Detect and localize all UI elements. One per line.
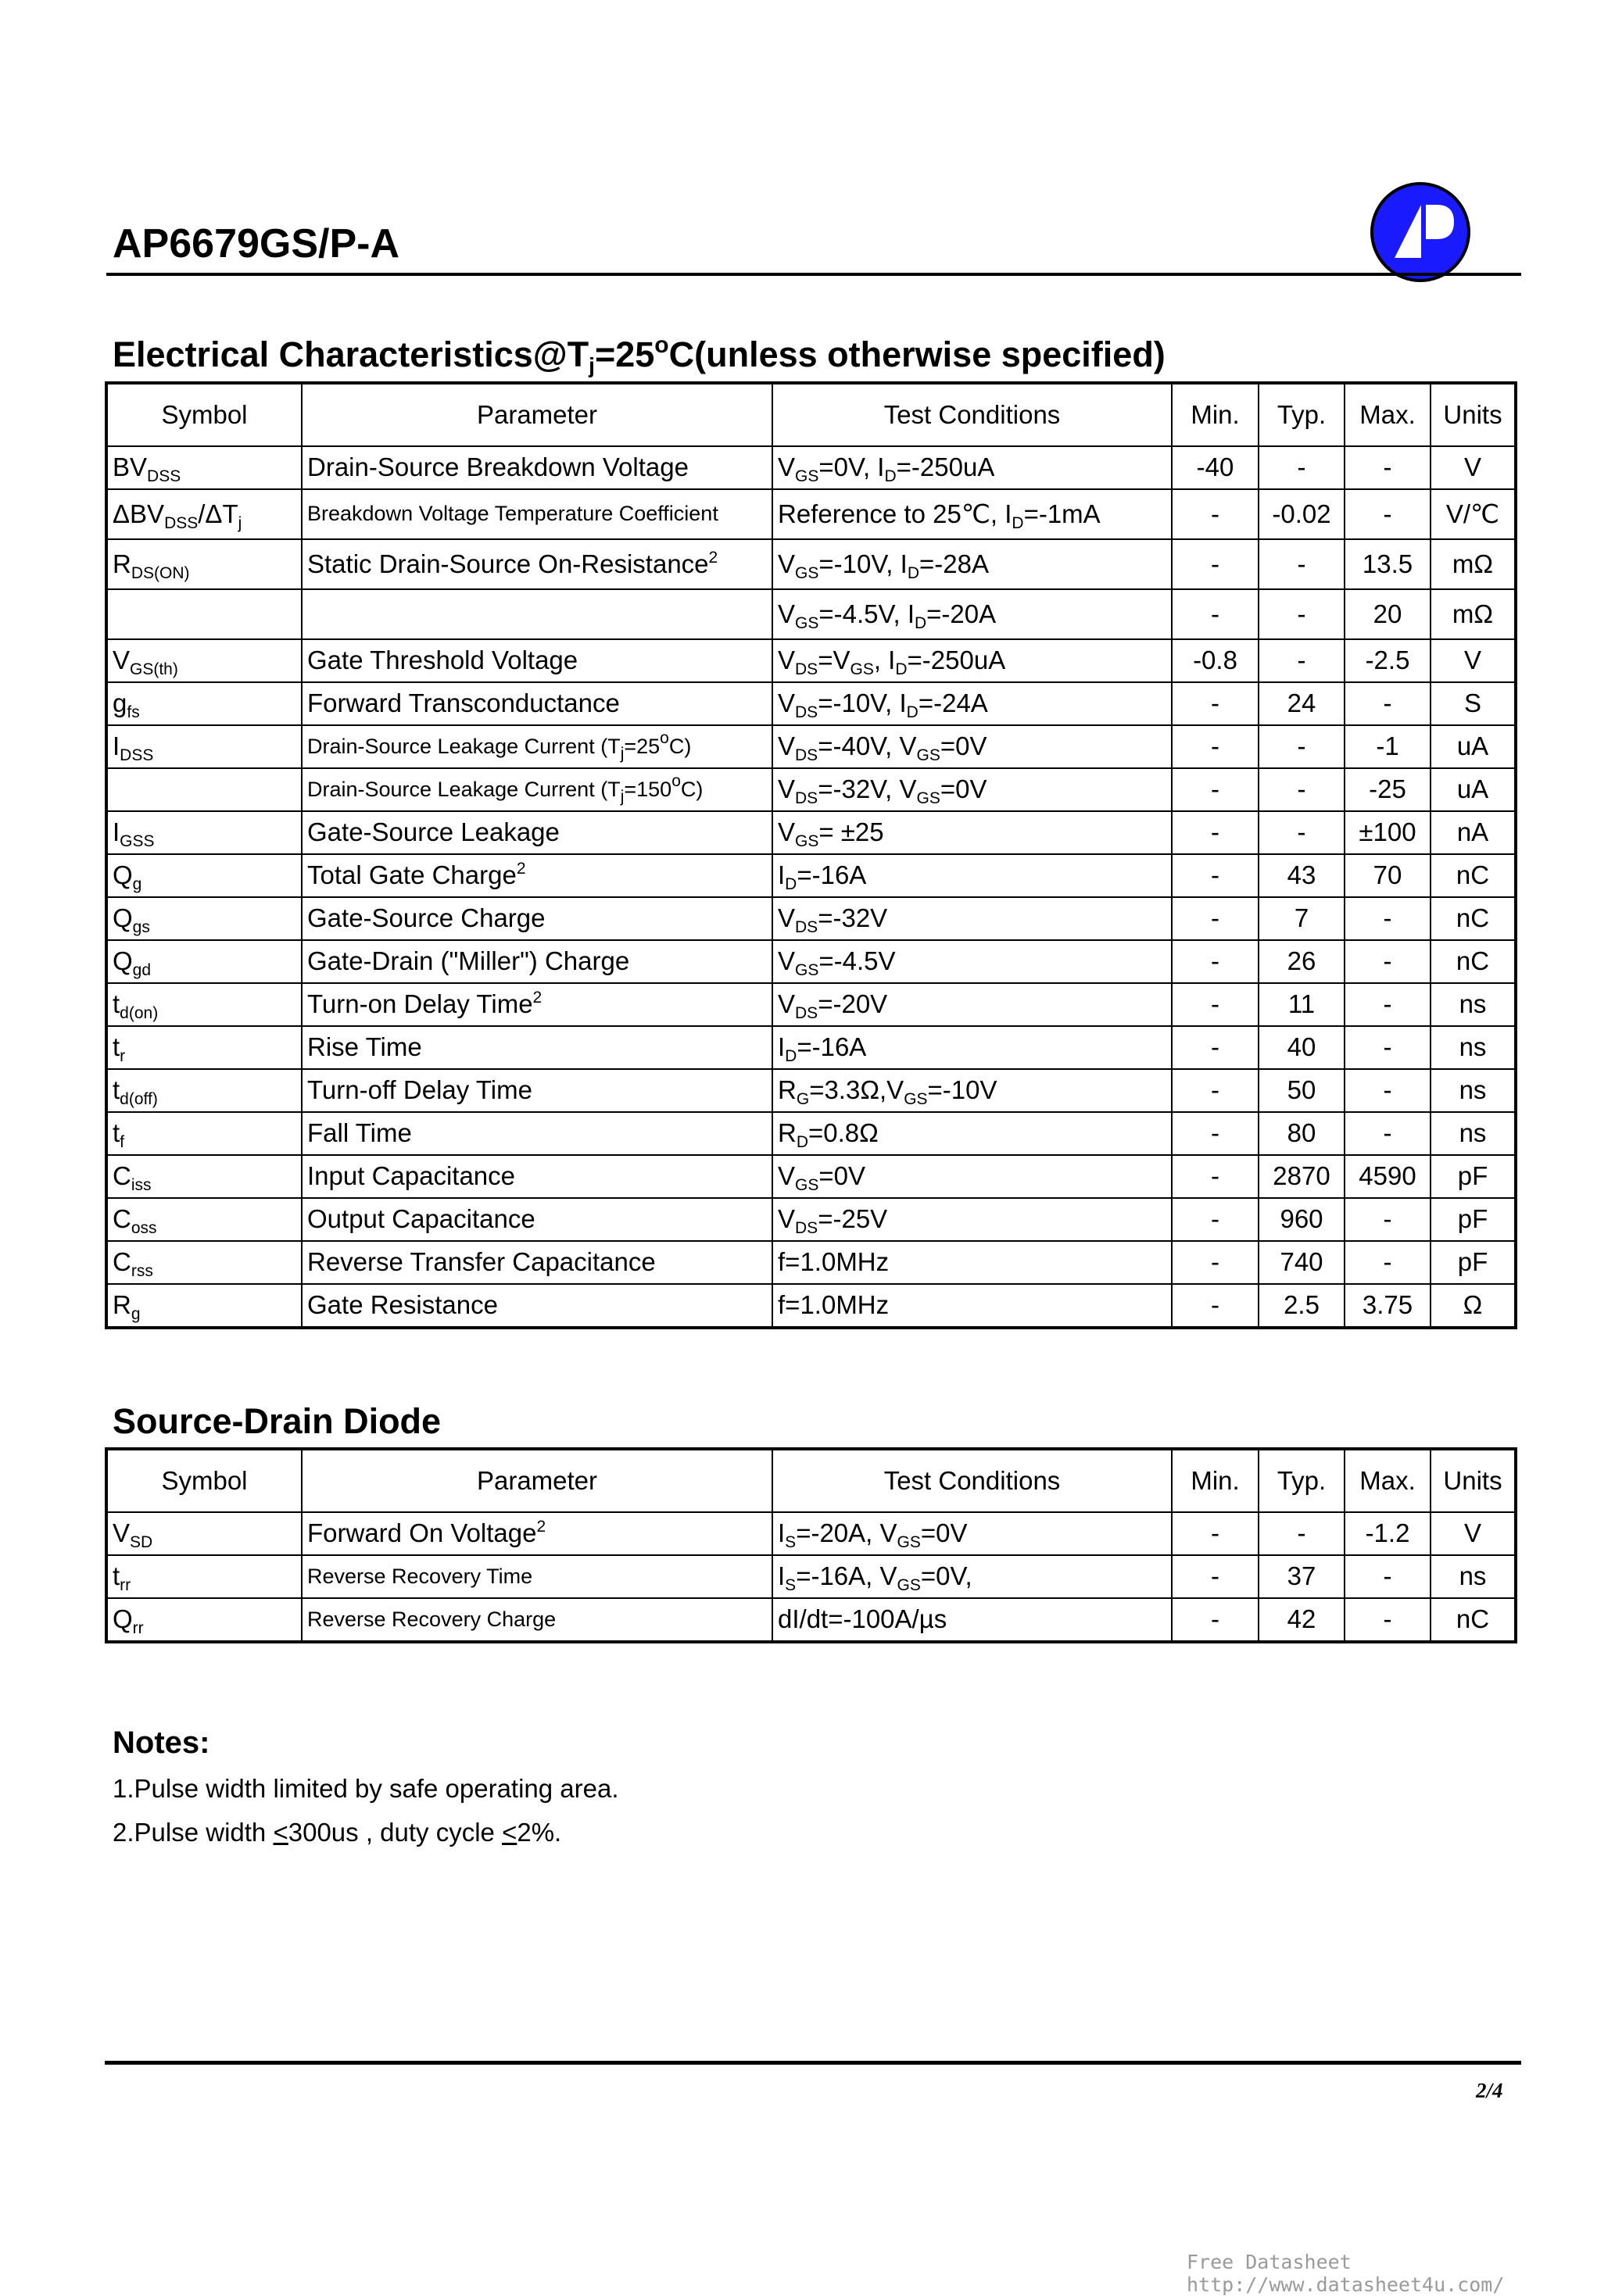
typ-cell: 80 (1259, 1112, 1345, 1155)
typ-cell: 7 (1259, 897, 1345, 940)
max-cell: - (1345, 1598, 1431, 1642)
parameter-cell: Forward On Voltage$^2$ (302, 1512, 772, 1555)
symbol-cell: $Q_{gd}$ (106, 940, 302, 983)
parameter-cell (302, 589, 772, 639)
test-condition-cell: $V_{GS}=-10V$, $I_D=-28A$ (772, 539, 1172, 589)
column-header: Typ. (1259, 1449, 1345, 1512)
min-cell: - (1172, 1555, 1259, 1598)
parameter-cell: Total Gate Charge$^2$ (302, 854, 772, 897)
min-cell: - (1172, 1198, 1259, 1241)
source-drain-diode-table (105, 1447, 1517, 1643)
symbol-cell: $C_{oss}$ (106, 1198, 302, 1241)
units-cell: V/℃ (1431, 489, 1516, 539)
table-row (106, 1155, 1516, 1198)
parameter-cell: Output Capacitance (302, 1198, 772, 1241)
test-condition-cell: $V_{DS}=-40V$, $V_{GS}=0V$ (772, 725, 1172, 768)
test-condition-cell: $I_S=-20A$, $V_{GS}=0V$ (772, 1512, 1172, 1555)
table-row (106, 1598, 1516, 1642)
column-header: Min. (1172, 1449, 1259, 1512)
typ-cell: - (1259, 446, 1345, 489)
column-header: Test Conditions (772, 383, 1172, 446)
symbol-cell: $C_{rss}$ (106, 1241, 302, 1284)
test-condition-cell: $I_D=-16A$ (772, 854, 1172, 897)
test-condition-cell: $V_{DS}=-20V$ (772, 983, 1172, 1026)
table-row (106, 1241, 1516, 1284)
symbol-cell: $C_{iss}$ (106, 1155, 302, 1198)
column-header: Symbol (106, 1449, 302, 1512)
test-condition-cell: $I_D=-16A$ (772, 1026, 1172, 1069)
symbol-cell: $R_{DS(ON)}$ (106, 539, 302, 589)
min-cell: - (1172, 489, 1259, 539)
table-row (106, 1512, 1516, 1555)
parameter-cell: Fall Time (302, 1112, 772, 1155)
units-cell: S (1431, 682, 1516, 725)
min-cell: - (1172, 1155, 1259, 1198)
column-header: Typ. (1259, 383, 1345, 446)
test-condition-cell: $V_{GS}=0V$, $I_D=-250uA$ (772, 446, 1172, 489)
symbol-cell: $t_{rr}$ (106, 1555, 302, 1598)
min-cell: - (1172, 1241, 1259, 1284)
max-cell: - (1345, 1069, 1431, 1112)
typ-cell: - (1259, 1512, 1345, 1555)
source-drain-diode-title: Source-Drain Diode (113, 1401, 442, 1441)
column-header: Symbol (106, 383, 302, 446)
symbol-cell: $V_{GS(th)}$ (106, 639, 302, 682)
parameter-cell: Turn-on Delay Time$^2$ (302, 983, 772, 1026)
typ-cell: 43 (1259, 854, 1345, 897)
test-condition-cell: $V_{DS}=-25V$ (772, 1198, 1172, 1241)
symbol-cell: $V_{SD}$ (106, 1512, 302, 1555)
column-header: Min. (1172, 383, 1259, 446)
table-header-row (106, 383, 1516, 446)
symbol-cell: $g_{fs}$ (106, 682, 302, 725)
parameter-cell: Reverse Recovery Charge (302, 1598, 772, 1642)
table-row (106, 811, 1516, 854)
table-row (106, 1555, 1516, 1598)
units-cell: uA (1431, 768, 1516, 811)
column-header: Parameter (302, 1449, 772, 1512)
column-header: Max. (1345, 1449, 1431, 1512)
table-row (106, 446, 1516, 489)
table-row (106, 539, 1516, 589)
units-cell: nC (1431, 897, 1516, 940)
min-cell: - (1172, 854, 1259, 897)
parameter-cell: Reverse Transfer Capacitance (302, 1241, 772, 1284)
max-cell: 20 (1345, 589, 1431, 639)
part-number-title: AP6679GS/P-A (113, 221, 400, 266)
test-condition-cell: f=1.0MHz (772, 1241, 1172, 1284)
typ-cell: - (1259, 639, 1345, 682)
electrical-characteristics-table (105, 381, 1517, 1329)
column-header: Max. (1345, 383, 1431, 446)
test-condition-cell: f=1.0MHz (772, 1284, 1172, 1328)
min-cell: - (1172, 811, 1259, 854)
units-cell: V (1431, 1512, 1516, 1555)
units-cell: ns (1431, 1555, 1516, 1598)
max-cell: 4590 (1345, 1155, 1431, 1198)
symbol-cell: $Q_g$ (106, 854, 302, 897)
test-condition-cell: $V_{GS}=-4.5V$ (772, 940, 1172, 983)
test-condition-cell: $I_S=-16A$, $V_{GS}=0V$, (772, 1555, 1172, 1598)
footer-rule (105, 2061, 1521, 2065)
table-row (106, 940, 1516, 983)
parameter-cell: Forward Transconductance (302, 682, 772, 725)
table-row (106, 1069, 1516, 1112)
table-row (106, 897, 1516, 940)
note-2: 2.Pulse width <300us , duty cycle <2%. (113, 1818, 562, 1847)
table-row (106, 1284, 1516, 1328)
test-condition-cell: $V_{DS}=-10V$, $I_D=-24A$ (772, 682, 1172, 725)
typ-cell: 2.5 (1259, 1284, 1345, 1328)
table-row (106, 1026, 1516, 1069)
max-cell: -2.5 (1345, 639, 1431, 682)
units-cell: nC (1431, 854, 1516, 897)
symbol-cell: $Q_{rr}$ (106, 1598, 302, 1642)
max-cell: 70 (1345, 854, 1431, 897)
typ-cell: - (1259, 811, 1345, 854)
units-cell: V (1431, 446, 1516, 489)
table-header-row (106, 1449, 1516, 1512)
max-cell: -1.2 (1345, 1512, 1431, 1555)
max-cell: - (1345, 983, 1431, 1026)
symbol-cell: $R_g$ (106, 1284, 302, 1328)
min-cell: - (1172, 682, 1259, 725)
table-row (106, 489, 1516, 539)
column-header: Test Conditions (772, 1449, 1172, 1512)
min-cell: - (1172, 1112, 1259, 1155)
units-cell: pF (1431, 1155, 1516, 1198)
typ-cell: 960 (1259, 1198, 1345, 1241)
symbol-cell (106, 768, 302, 811)
parameter-cell: Gate-Drain ("Miller") Charge (302, 940, 772, 983)
electrical-characteristics-title: Electrical $Characteristics@T_j=25^oC(unless$ otherwise specified) (113, 332, 1166, 377)
max-cell: - (1345, 1241, 1431, 1284)
min-cell: - (1172, 1512, 1259, 1555)
parameter-cell: Drain-Source Breakdown Voltage (302, 446, 772, 489)
max-cell: - (1345, 1198, 1431, 1241)
parameter-cell: Reverse Recovery Time (302, 1555, 772, 1598)
typ-cell: 37 (1259, 1555, 1345, 1598)
units-cell: nC (1431, 940, 1516, 983)
test-condition-cell: $V_{GS}=-4.5V$, $I_D=-20A$ (772, 589, 1172, 639)
units-cell: mΩ (1431, 539, 1516, 589)
min-cell: -0.8 (1172, 639, 1259, 682)
max-cell: -25 (1345, 768, 1431, 811)
typ-cell: 26 (1259, 940, 1345, 983)
test-condition-cell: $V_{DS}=-32V$, $V_{GS}=0V$ (772, 768, 1172, 811)
parameter-cell: Turn-off Delay Time (302, 1069, 772, 1112)
max-cell: 3.75 (1345, 1284, 1431, 1328)
typ-cell: - (1259, 768, 1345, 811)
max-cell: - (1345, 1555, 1431, 1598)
table-row (106, 854, 1516, 897)
max-cell: ±100 (1345, 811, 1431, 854)
symbol-cell: $t_{d(off)}$ (106, 1069, 302, 1112)
min-cell: - (1172, 897, 1259, 940)
units-cell: ns (1431, 983, 1516, 1026)
parameter-cell: Drain-Source Leakage Current $(T_j=150^oC)$ (302, 768, 772, 811)
table-row (106, 1112, 1516, 1155)
parameter-cell: Static Drain-Source On-Resistance$^2$ (302, 539, 772, 589)
table-row (106, 768, 1516, 811)
table-row (106, 725, 1516, 768)
typ-cell: - (1259, 589, 1345, 639)
parameter-cell: Input Capacitance (302, 1155, 772, 1198)
max-cell: - (1345, 682, 1431, 725)
symbol-cell: $t_r$ (106, 1026, 302, 1069)
parameter-cell: Rise Time (302, 1026, 772, 1069)
typ-cell: - (1259, 725, 1345, 768)
units-cell: ns (1431, 1069, 1516, 1112)
max-cell: - (1345, 940, 1431, 983)
typ-cell: 50 (1259, 1069, 1345, 1112)
parameter-cell: Breakdown Voltage Temperature Coefficient (302, 489, 772, 539)
header-rule (106, 273, 1521, 276)
test-condition-cell: $V_{DS}=V_{GS}$, $I_D=-250uA$ (772, 639, 1172, 682)
min-cell: -40 (1172, 446, 1259, 489)
units-cell: pF (1431, 1241, 1516, 1284)
max-cell: - (1345, 446, 1431, 489)
parameter-cell: Gate Threshold Voltage (302, 639, 772, 682)
min-cell: - (1172, 1284, 1259, 1328)
typ-cell: 24 (1259, 682, 1345, 725)
min-cell: - (1172, 589, 1259, 639)
column-header: Parameter (302, 383, 772, 446)
max-cell: 13.5 (1345, 539, 1431, 589)
min-cell: - (1172, 983, 1259, 1026)
typ-cell: 11 (1259, 983, 1345, 1026)
units-cell: Ω (1431, 1284, 1516, 1328)
min-cell: - (1172, 940, 1259, 983)
typ-cell: -0.02 (1259, 489, 1345, 539)
symbol-cell: $t_f$ (106, 1112, 302, 1155)
test-condition-cell: $V_{GS}=0V$ (772, 1155, 1172, 1198)
symbol-cell: $t_{d(on)}$ (106, 983, 302, 1026)
column-header: Units (1431, 1449, 1516, 1512)
parameter-cell: Gate-Source Charge (302, 897, 772, 940)
min-cell: - (1172, 1598, 1259, 1642)
note-1: 1.Pulse width limited by safe operating area. (113, 1774, 619, 1803)
parameter-cell: Gate-Source Leakage (302, 811, 772, 854)
symbol-cell: $I_{DSS}$ (106, 725, 302, 768)
symbol-cell: $Q_{gs}$ (106, 897, 302, 940)
test-condition-cell: $R_D=0.8\Omega$ (772, 1112, 1172, 1155)
test-condition-cell: $V_{DS}=-32V$ (772, 897, 1172, 940)
test-condition-cell: dI/dt=-100A/µs (772, 1598, 1172, 1642)
units-cell: uA (1431, 725, 1516, 768)
notes-title: Notes: (113, 1726, 210, 1760)
typ-cell: 2870 (1259, 1155, 1345, 1198)
min-cell: - (1172, 1026, 1259, 1069)
units-cell: ns (1431, 1026, 1516, 1069)
ap-logo-icon (1370, 181, 1471, 283)
column-header: Units (1431, 383, 1516, 446)
typ-cell: 40 (1259, 1026, 1345, 1069)
units-cell: mΩ (1431, 589, 1516, 639)
table-row (106, 983, 1516, 1026)
table-row (106, 682, 1516, 725)
max-cell: - (1345, 897, 1431, 940)
page-number: 2/4 (1476, 2079, 1503, 2102)
typ-cell: 42 (1259, 1598, 1345, 1642)
typ-cell: - (1259, 539, 1345, 589)
units-cell: ns (1431, 1112, 1516, 1155)
test-condition-cell: $V_{GS}= \pm 25$ (772, 811, 1172, 854)
min-cell: - (1172, 768, 1259, 811)
units-cell: nA (1431, 811, 1516, 854)
min-cell: - (1172, 1069, 1259, 1112)
symbol-cell: $\Delta BV_{DSS}/\Delta T_j$ (106, 489, 302, 539)
max-cell: - (1345, 1112, 1431, 1155)
min-cell: - (1172, 725, 1259, 768)
parameter-cell: Gate Resistance (302, 1284, 772, 1328)
symbol-cell: $I_{GSS}$ (106, 811, 302, 854)
typ-cell: 740 (1259, 1241, 1345, 1284)
max-cell: - (1345, 1026, 1431, 1069)
table-row (106, 589, 1516, 639)
test-condition-cell: $R_G=3.3\Omega,V_{GS}=-10V$ (772, 1069, 1172, 1112)
units-cell: pF (1431, 1198, 1516, 1241)
parameter-cell: Drain-Source Leakage Current $(T_j=25^oC)$ (302, 725, 772, 768)
table-row (106, 1198, 1516, 1241)
min-cell: - (1172, 539, 1259, 589)
max-cell: - (1345, 489, 1431, 539)
test-condition-cell: Reference to 25℃, $I_D=-1mA$ (772, 489, 1172, 539)
symbol-cell (106, 589, 302, 639)
table-row (106, 639, 1516, 682)
units-cell: nC (1431, 1598, 1516, 1642)
symbol-cell: $BV_{DSS}$ (106, 446, 302, 489)
max-cell: -1 (1345, 725, 1431, 768)
watermark-text: Free Datasheet http://www.datasheet4u.com/ (1187, 2251, 1505, 2296)
units-cell: V (1431, 639, 1516, 682)
